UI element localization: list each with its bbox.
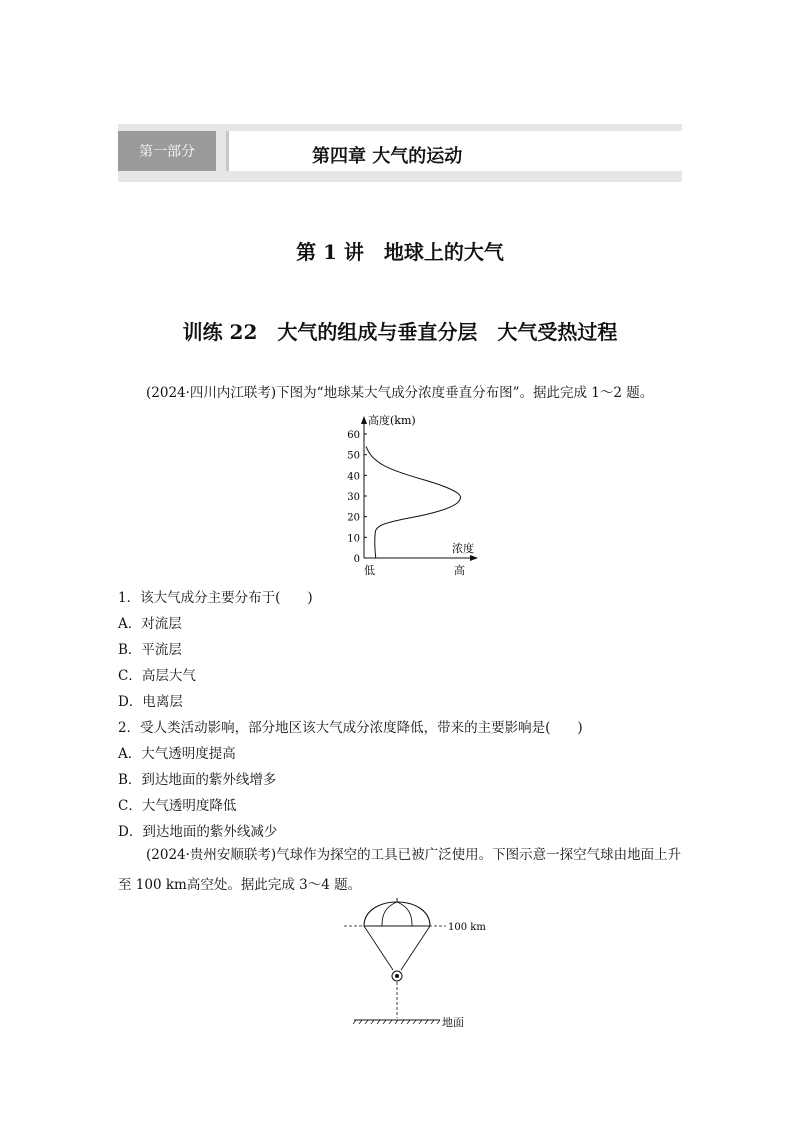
question-1-option-a: A．对流层 [118,616,182,632]
question-1-option-c: C．高层大气 [118,668,196,684]
part-label: 第一部分 [118,131,216,171]
y-tick-label: 30 [347,492,360,503]
lecture-title: 第 1 讲 地球上的大气 [296,240,504,264]
question-1-option-d: D．电离层 [118,694,183,710]
x-axis-label: 浓度 [452,542,474,555]
y-tick-label: 50 [347,450,360,462]
concentration-chart [344,410,484,580]
concentration-curve [366,446,461,558]
ground-hatching [353,1020,440,1024]
y-axis-arrow [361,416,367,424]
y-tick-label: 0 [353,554,360,565]
ground-label: 地面 [442,1016,464,1029]
group2-intro: (2024·贵州安顺联考)气球作为探空的工具已被广泛使用。下图示意一探空气球由地面上升至 100 km高空处。据此完成 3～4 题。 [118,847,682,893]
question-2-option-d: D．到达地面的紫外线减少 [118,824,278,840]
y-axis-label: 高度(km) [368,414,416,427]
x-low-label: 低 [364,564,375,577]
group1-intro: (2024·四川内江联考)下图为“地球某大气成分浓度垂直分布图”。据此完成 1～2 题。 [146,385,654,401]
y-tick-label: 40 [347,471,360,483]
y-tick-label: 10 [347,533,360,545]
y-tick-label: 20 [347,512,360,524]
x-high-label: 高 [454,564,465,577]
question-2-option-c: C．大气透明度降低 [118,798,237,814]
balloon-canopy [364,902,430,926]
chapter-title: 第四章 大气的运动 [312,146,463,167]
question-1-stem: 1．该大气成分主要分布于( ) [118,590,313,606]
y-tick-label: 60 [347,430,360,441]
exercise-title: 训练 22 大气的组成与垂直分层 大气受热过程 [182,320,618,344]
x-axis-arrow [470,555,478,561]
question-2-option-b: B．到达地面的紫外线增多 [118,772,277,788]
height-label: 100 km [448,922,486,933]
question-2-stem: 2．受人类活动影响，部分地区该大气成分浓度降低，带来的主要影响是( ) [118,720,583,736]
question-1-option-b: B．平流层 [118,642,182,658]
balloon-figure [342,894,502,1034]
question-2-option-a: A．大气透明度提高 [118,746,236,762]
